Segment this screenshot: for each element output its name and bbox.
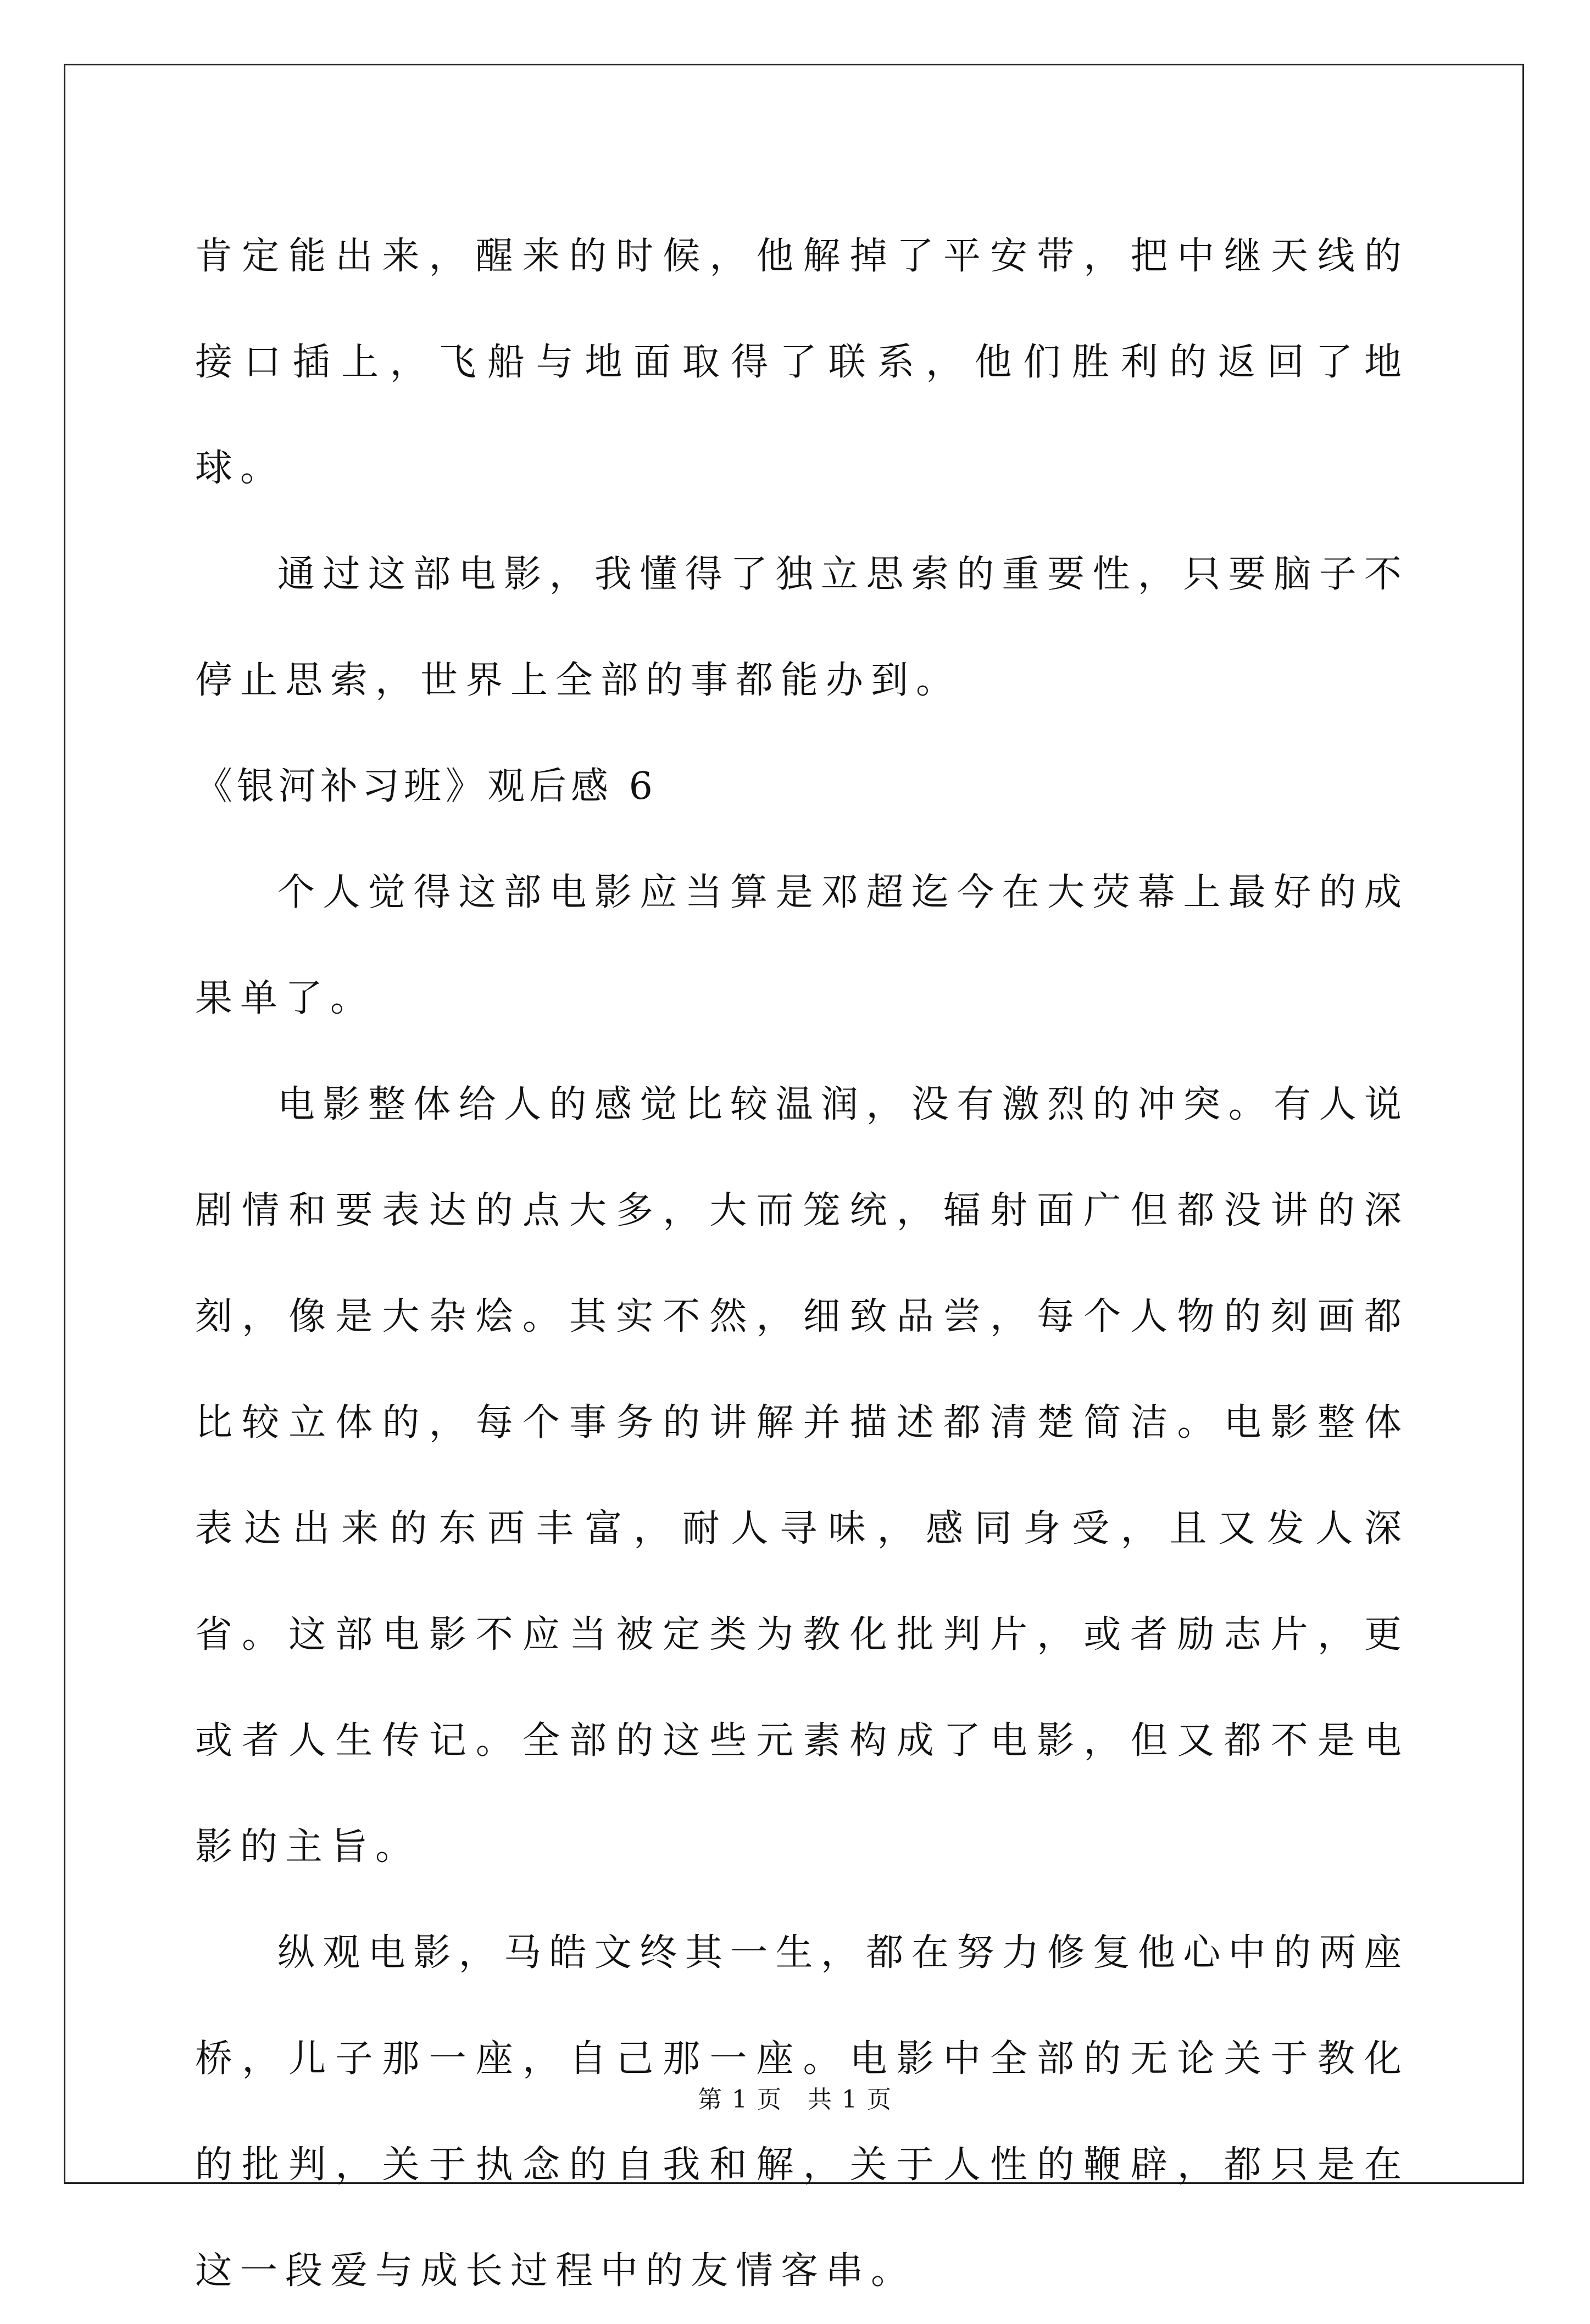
paragraph-overall-feel: 电影整体给人的感觉比较温润，没有激烈的冲突。有人说剧情和要表达的点大多，大而笼统，辐射面广但都没讲的深刻，像是大杂烩。其实不然，细致品尝，每个人物的刻画都比较立体的，每个事务的讲解并描述都清楚简洁。电影整体表达出来的东西丰富，耐人寻味，感同身受，且又发人深省。这部电影不应当被定类为教化批判片，或者励志片，更或者人生传记。全部的这些元素构成了电影，但又都不是电影的主旨。 [195,1083,1409,1869]
paragraph-opinion: 个人觉得这部电影应当算是邓超迄今在大荧幕上最好的成果单了。 [195,871,1409,1020]
paragraph-continuation: 肯定能出来，醒来的时候，他解掉了平安带，把中继天线的接口插上，飞船与地面取得了联系，他们胜利的返回了地球。 [195,235,1409,490]
page-footer: 第 1 页 共 1 页 [698,2086,892,2114]
paragraph-overview: 纵观电影，马皓文终其一生，都在努力修复他心中的两座桥，儿子那一座，自己那一座。电影中全部的无论关于教化的批判，关于执念的自我和解，关于人性的鞭辟，都只是在这一段爱与成长过程中的友情客串。 [195,1931,1409,2293]
paragraph-conclusion: 通过这部电影，我懂得了独立思索的重要性，只要脑子不停止思索，世界上全部的事都能办到。 [195,553,1409,702]
document-body [195,203,1409,2324]
section-title: 《银河补习班》观后感 6 [195,765,657,808]
